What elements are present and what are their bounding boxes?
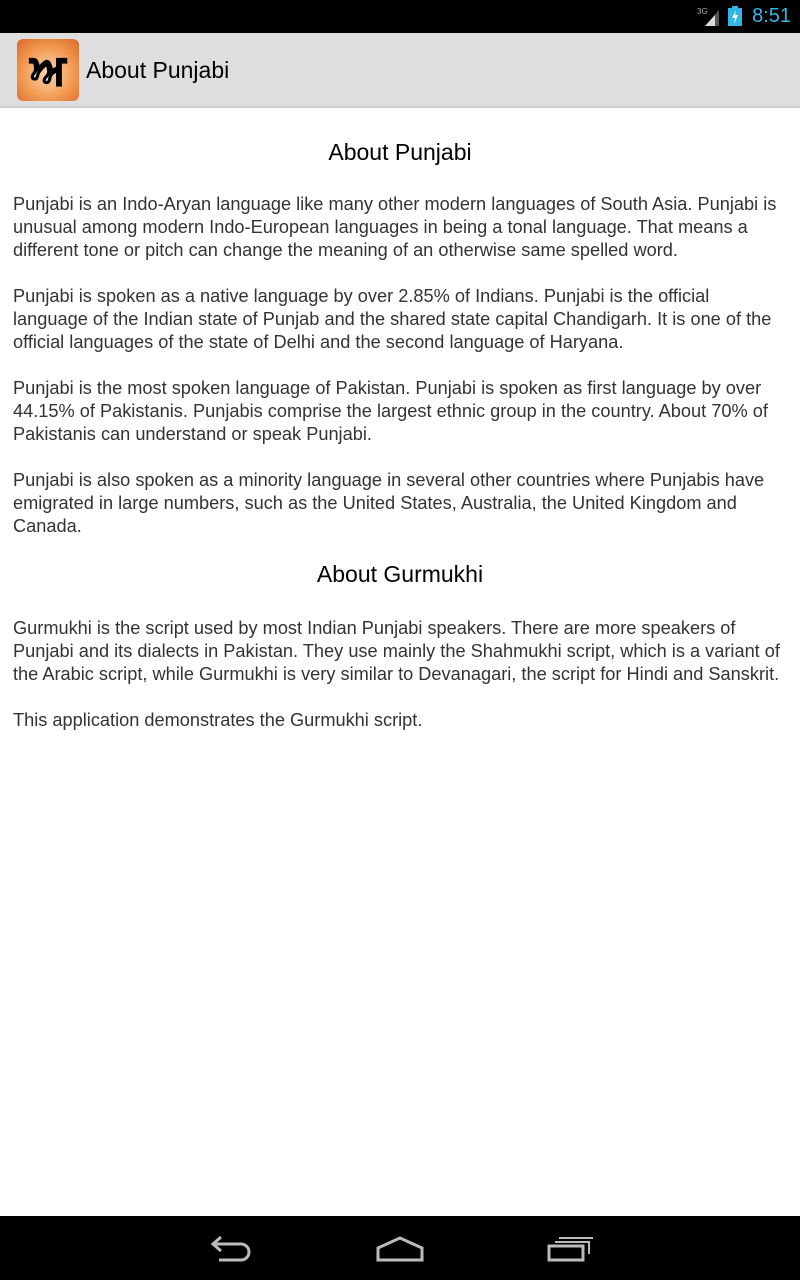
paragraph: Gurmukhi is the script used by most Indian Punjabi speakers. There are more speakers of Punjabi and its dialects in Pakistan. They use mainly the Shahmukhi script, which is a variant of the Arabic script, while Gurmukhi is very similar to Devanagari, the script for Hindi and Sanskrit. (13, 618, 780, 684)
paragraph: This application demonstrates the Gurmukhi script. (13, 710, 423, 730)
paragraph: Punjabi is the most spoken language of Pakistan. Punjabi is spoken as first language by over 44.15% of Pakistanis. Punjabis comprise the largest ethnic group in the country. About 70% of Pakistanis can understand or speak Punjabi. (13, 378, 768, 444)
section-heading-punjabi: About Punjabi (328, 139, 472, 165)
recent-apps-icon[interactable] (545, 1234, 595, 1264)
signal-3g-icon (697, 6, 719, 26)
action-bar-title: About Punjabi (86, 57, 230, 83)
paragraph: Punjabi is spoken as a native language by over 2.85% of Indians. Punjabi is the official language of the Indian state of Punjab and the shared state capital Chandigarh. It is one of the official languages of the state of Delhi and the second language of Haryana. (13, 286, 772, 352)
back-icon[interactable] (205, 1234, 255, 1264)
app-logo-icon[interactable]: ਅ (17, 39, 79, 101)
action-bar (0, 33, 800, 108)
content-scroll[interactable] (0, 108, 800, 755)
clock: 8:51 (752, 5, 791, 27)
section-heading-gurmukhi: About Gurmukhi (316, 561, 484, 587)
battery-charging-icon (728, 6, 742, 26)
status-bar (0, 0, 800, 33)
home-icon[interactable] (375, 1234, 425, 1264)
svg-text:3G: 3G (697, 7, 708, 16)
paragraph: Punjabi is also spoken as a minority language in several other countries where Punjabis have emigrated in large numbers, such as the United States, Australia, the United Kingdom and Canada. (13, 470, 765, 536)
paragraph: Punjabi is an Indo-Aryan language like many other modern languages of South Asia. Punjabi is unusual among modern Indo-European languages in being a tonal language. That means a different tone or pitch can change the meaning of an otherwise same spelled word. (13, 194, 777, 260)
navigation-bar (0, 1216, 800, 1280)
